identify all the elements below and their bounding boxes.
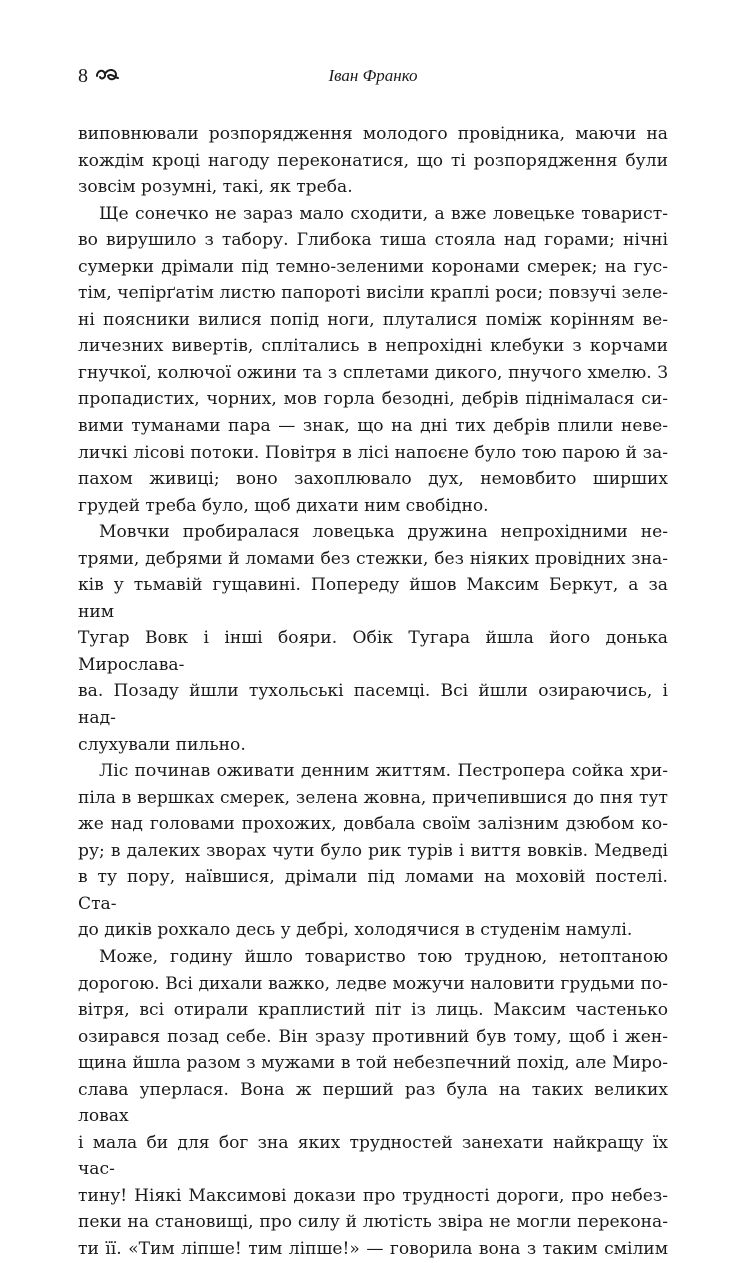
text-line: личкі лісові потоки. Повітря в лісі напоєне було тою парою й за- (78, 442, 668, 463)
text-line: піла в вершках смерек, зелена жовна, причепившися до пня тут (78, 787, 668, 808)
text-line: в ту пору, наївшися, дрімали під ломами на моховій постелі. Ста- (78, 867, 668, 914)
text-line: Ще сонечко не зараз мало сходити, а вже ловецьке товарист- (99, 203, 668, 224)
text-line: озирався позад себе. Він зразу противний був тому, щоб і жен- (78, 1026, 668, 1047)
text-line: ні поясники вилися попід ноги, плуталися поміж корінням ве- (78, 309, 668, 330)
page-number: 8 (78, 65, 88, 87)
text-line: Тугар Вовк і інші бояри. Обік Тугара йшла його донька Мирослава- (78, 628, 668, 675)
text-line: же над головами прохожих, довбала своїм залізним дзюбом ко- (78, 814, 668, 835)
text-line: ти її. «Тим ліпше! тим ліпше!» — говорила вона з таким смілим (78, 1238, 668, 1259)
running-title: Іван Франко (328, 66, 418, 85)
text-line: грудей треба було, щоб дихати ним свобідно. (78, 495, 489, 516)
text-line: трями, дебрями й ломами без стежки, без ніяких провідних зна- (78, 548, 668, 569)
text-line: слухували пильно. (78, 734, 246, 755)
body-text (78, 121, 668, 1263)
text-line: тину! Ніякі Максимові докази про трудності дороги, про небез- (78, 1185, 668, 1206)
text-line: во вирушило з табору. Глибока тиша стояла над горами; нічні (78, 230, 668, 251)
text-line: тім, чепірґатім листю папороті висіли краплі роси; повзучі зеле- (78, 283, 668, 304)
text-line: щина йшла разом з мужами в той небезпечний похід, але Миро- (78, 1053, 668, 1074)
text-line: вітря, всі отирали краплистий піт із лиць. Максим частенько (78, 1000, 668, 1021)
text-line: сумерки дрімали під темно-зеленими коронами смерек; на гус- (78, 256, 668, 277)
text-line: слава уперлася. Вона ж перший раз була на таких великих ловах (78, 1079, 668, 1127)
text-line: і мала би для бог зна яких трудностей занехати найкращу їх час- (78, 1132, 668, 1180)
text-line: пеки на становищі, про силу й лютість звіра не могли переконa- (78, 1212, 668, 1233)
text-line: Може, годину йшло товариство тою трудною, нетоптаною (99, 946, 668, 967)
text-line: кождім кроці нагоду переконатися, що ті розпорядження були (78, 150, 668, 171)
text-line: дорогою. Всі дихали важко, ледве можучи наловити грудьми по- (78, 973, 668, 994)
text-line: личезних вивертів, сплітались в непрохідні клебуки з корчами (78, 336, 668, 357)
text-line: ків у тьмавій гущавині. Попереду йшов Максим Беркут, а за ним (78, 575, 668, 622)
text-line: ва. Позаду йшли тухольські пасемці. Всі йшли озираючись, і над- (78, 681, 668, 729)
text-line: пахом живиці; воно захоплювало дух, немовбито ширших (78, 469, 668, 490)
text-line: ру; в далеких зворах чути було рик турів і виття вовків. Медведі (78, 840, 668, 861)
text-line: зовсім розумні, такі, як треба. (78, 177, 353, 198)
text-line: вими туманами пара — знак, що на дні тих дебрів плили неве- (78, 416, 668, 437)
text-line: Ліс починав оживати денним життям. Пестропера сойка хри- (99, 761, 668, 782)
text-line: пропадистих, чорних, мов горла безодні, дебрів піднімалася си- (78, 389, 668, 410)
text-line: виповнювали розпорядження молодого провідника, маючи на (78, 124, 668, 144)
text-line: Мовчки пробиралася ловецька дружина непрохідними не- (99, 522, 668, 543)
text-line: гнучкої, колючої ожини та з сплетами дикого, пнучого хмелю. З (78, 362, 668, 383)
page-header (78, 60, 668, 92)
text-line: до диків рохкало десь у дебрі, холодячися в студенім намулі. (78, 920, 633, 941)
